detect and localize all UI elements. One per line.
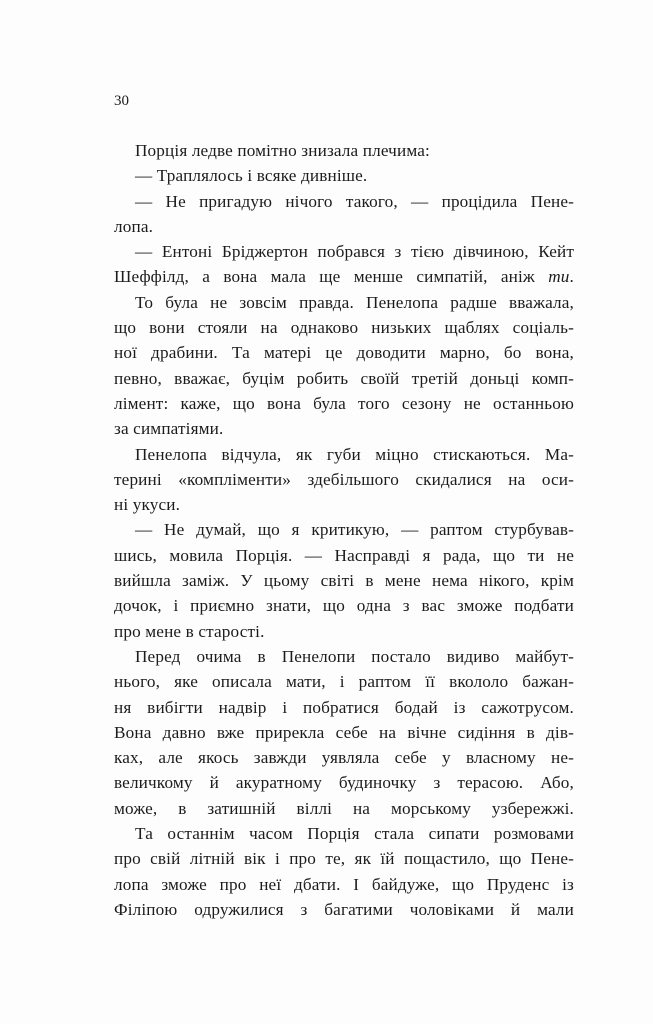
text-line: — Траплялось і всяке дивніше. bbox=[135, 166, 368, 186]
text-line: ні укуси. bbox=[114, 495, 181, 515]
text-line: певно, вважає, буцім робить своїй третій доньці комп- bbox=[114, 368, 574, 388]
text-line: шись, мовила Порція. — Насправді я рада, що ти не bbox=[114, 545, 574, 565]
text-line: Філіпою одружилися з багатими чоловіками й мали bbox=[114, 899, 574, 919]
body-text bbox=[114, 138, 574, 922]
text-line: за симпатіями. bbox=[114, 419, 224, 439]
text-segment: . bbox=[569, 267, 574, 287]
text-line: Вона давно вже прирекла себе на вічне сидіння в дів- bbox=[114, 722, 574, 742]
text-line: Та останнім часом Порція стала сипати розмовами bbox=[135, 824, 574, 844]
text-line: дочок, і приємно знати, що одна з вас зможе подбати bbox=[114, 596, 574, 616]
text-line: лопа зможе про неї дбати. І байдуже, що Пруденс із bbox=[114, 874, 574, 894]
italic-word: ти bbox=[548, 267, 570, 287]
text-line: про свій літній вік і про те, як їй пощастило, що Пене- bbox=[114, 849, 574, 869]
text-line: Перед очима в Пенелопи постало видиво майбут- bbox=[135, 646, 574, 666]
text-line: ня вибігти надвір і побратися бодай із сажотрусом. bbox=[114, 697, 574, 717]
text-line: Порція ледве помітно знизала плечима: bbox=[135, 141, 430, 160]
text-line: — Ентоні Бріджертон побрався з тією дівчиною, Кейт bbox=[135, 242, 574, 262]
text-line: що вони стояли на однаково низьких щаблях соціаль- bbox=[114, 318, 574, 338]
text-line: Пенелопа відчула, як губи міцно стискаються. Ма- bbox=[135, 444, 574, 464]
text-line: лімент: каже, що вона була того сезону не останньою bbox=[114, 393, 574, 413]
text-line: лопа. bbox=[114, 216, 154, 236]
text-line: ної драбини. Та матері це доводити марно, бо вона, bbox=[114, 343, 574, 363]
text-line bbox=[114, 264, 574, 289]
text-line: терині «компліменти» здебільшого скидалися на оси- bbox=[114, 469, 574, 489]
text-segment: Шеффілд, а вона мала ще менше симпатій, аніж bbox=[114, 267, 549, 287]
text-line: про мене в старості. bbox=[114, 621, 265, 641]
page-number: 30 bbox=[114, 93, 129, 109]
text-line: може, в затишній віллі на морському узбережжі. bbox=[114, 798, 574, 818]
text-line: величкому й акуратному будиночку з терасою. Або, bbox=[114, 773, 574, 793]
text-line: ках, але якось завжди уявляла себе у власному не- bbox=[114, 748, 574, 768]
text-line: — Не думай, що я критикую, — раптом стурбував- bbox=[135, 520, 574, 540]
text-line: нього, яке описала мати, і раптом її вкололо бажан- bbox=[114, 672, 574, 692]
text-line: — Не пригадую нічого такого, — процідила Пене- bbox=[135, 191, 574, 211]
text-line: вийшла заміж. У цьому світі в мене нема нікого, крім bbox=[114, 571, 574, 591]
text-line: То була не зовсім правда. Пенелопа радше вважала, bbox=[135, 292, 574, 312]
